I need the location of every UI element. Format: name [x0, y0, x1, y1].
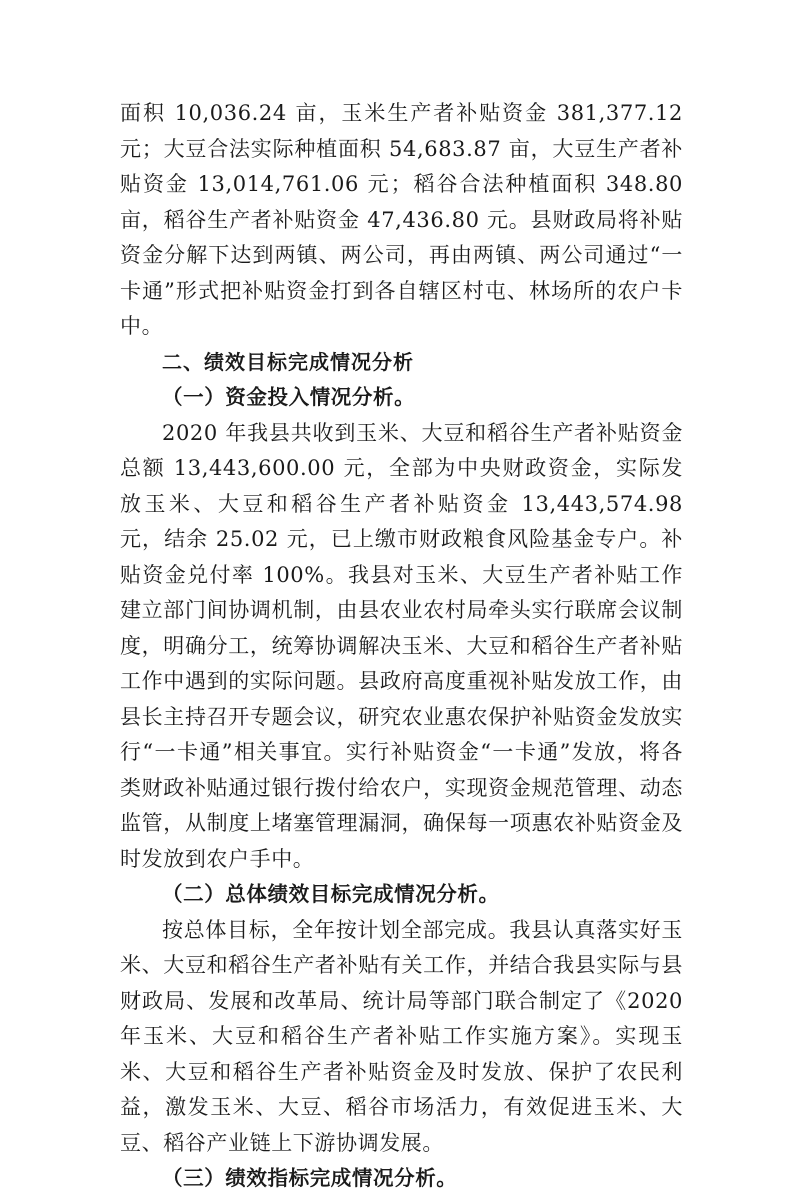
paragraph-subsidy-summary: 面积 10,036.24 亩，玉米生产者补贴资金 381,377.12 元；大豆合法实际种植面积 54,683.87 亩，大豆生产者补贴资金 13,014,761.06 元；稻谷合法种植面积 348.80 亩，稻谷生产者补贴资金 47,436.80 元。县财政局将补贴资金分解下达到两镇、两公司，再由两镇、两公司通过“一卡通”形式把补贴资金打到各自辖区村屯、林场所的农户卡中。	[120, 101, 683, 338]
document-body	[120, 96, 683, 1197]
section-heading-performance-analysis: 二、绩效目标完成情况分析	[162, 349, 414, 374]
subsection-heading-overall-goal: （二）总体绩效目标完成情况分析。	[162, 882, 500, 906]
subsection-heading-indicators: （三）绩效指标完成情况分析。	[162, 1166, 458, 1190]
paragraph-fund-input: 2020 年我县共收到玉米、大豆和稻谷生产者补贴资金总额 13,443,600.00 元，全部为中央财政资金，实际发放玉米、大豆和稻谷生产者补贴资金 13,443,574.98 元，结余 25.02 元，已上缴市财政粮食风险基金专户。补贴资金兑付率 100%。我县对玉米、大豆生产者补贴工作建立部门间协调机制，由县农业农村局牵头实行联席会议制度，明确分工，统筹协调解决玉米、大豆和稻谷生产者补贴工作中遇到的实际问题。县政府高度重视补贴发放工作，由县长主持召开专题会议，研究农业惠农保护补贴资金发放实行“一卡通”相关事宜。实行补贴资金“一卡通”发放，将各类财政补贴通过银行拨付给农户，实现资金规范管理、动态监管，从制度上堵塞管理漏洞，确保每一项惠农补贴资金及时发放到农户手中。	[120, 420, 683, 871]
subsection-heading-fund-input: （一）资金投入情况分析。	[162, 385, 416, 409]
paragraph-overall-goal: 按总体目标，全年按计划全部完成。我县认真落实好玉米、大豆和稻谷生产者补贴有关工作，并结合我县实际与县财政局、发展和改革局、统计局等部门联合制定了《2020 年玉米、大豆和稻谷生产者补贴工作实施方案》。实现玉米、大豆和稻谷生产者补贴资金及时发放、保护了农民利益，激发玉米、大豆、稻谷市场活力，有效促进玉米、大豆、稻谷产业链上下游协调发展。	[120, 917, 683, 1155]
